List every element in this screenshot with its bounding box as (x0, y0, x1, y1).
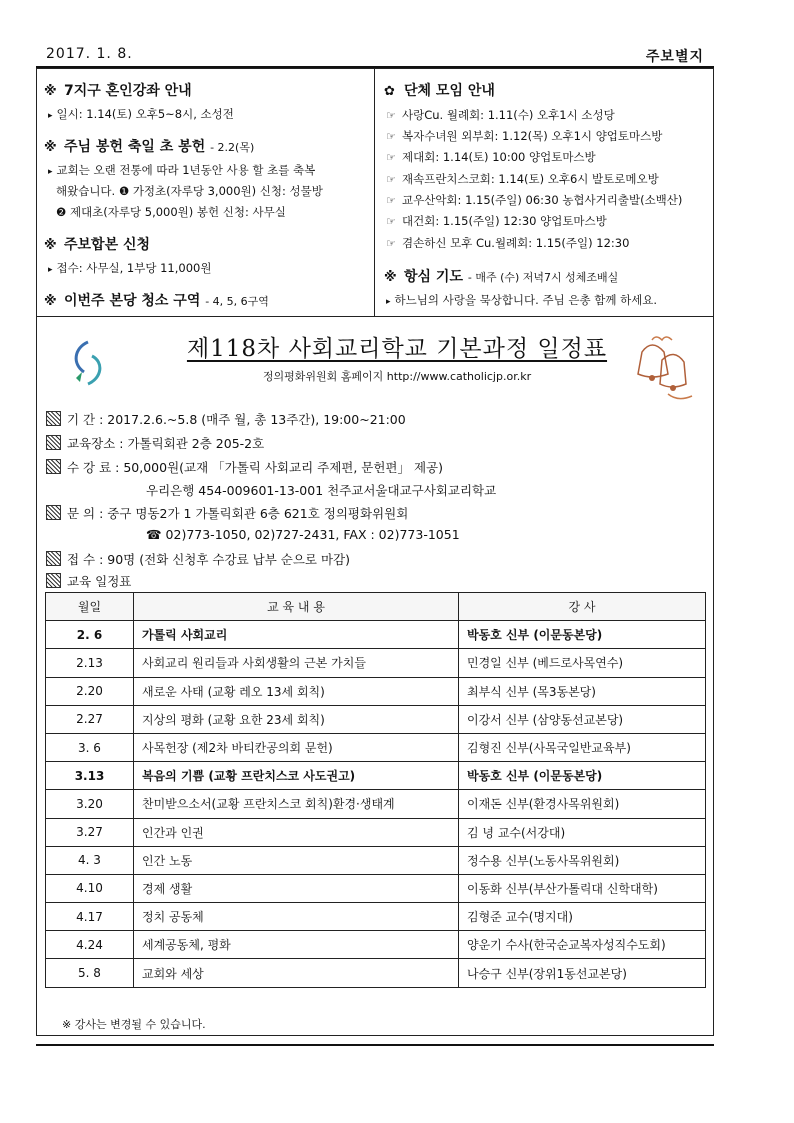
group-item: ☞ 복자수녀원 외부회: 1.12(목) 오후1시 양업토마스방 (386, 129, 663, 143)
footer-rule (36, 1044, 714, 1046)
prayer-line: ▸ 하느님의 사랑을 묵상합니다. 주님 은총 함께 하세요. (386, 293, 658, 307)
table-cell: 가톨릭 사회교리 (134, 621, 459, 649)
table-cell: 찬미받으소서(교황 프란치스코 회칙)환경·생태계 (134, 790, 459, 818)
table-cell: 2.27 (46, 705, 134, 733)
hatched-box-icon (46, 551, 61, 566)
arrow-icon: ▸ (48, 167, 53, 177)
column-header-date: 월일 (46, 593, 134, 621)
info-phone: ☎ 02)773-1050, 02)727-2431, FAX : 02)773-1051 (146, 527, 460, 542)
bulletin-binding-line: ▸ 접수: 사무실, 1부당 11,000원 (48, 261, 212, 275)
table-cell: 3.13 (46, 762, 134, 790)
arrow-icon: ▸ (48, 265, 53, 275)
table-row (46, 818, 706, 846)
table-cell: 정수용 신부(노동사목위원회) (459, 846, 706, 874)
group-item: ☞ 사랑Cu. 월례회: 1.11(수) 오후1시 소성당 (386, 108, 615, 122)
pointing-hand-icon: ☞ (386, 151, 396, 164)
star-mark-icon: ※ (44, 294, 57, 309)
table-cell: 김형준 교수(명지대) (459, 903, 706, 931)
table-row (46, 649, 706, 677)
page-header (36, 44, 714, 68)
group-item: ☞ 대건회: 1.15(주일) 12:30 양업토마스방 (386, 214, 607, 228)
hatched-box-icon (46, 435, 61, 450)
table-cell: 사목헌장 (제2차 바티칸공의회 문헌) (134, 733, 459, 761)
table-row (46, 959, 706, 987)
table-cell: 인간과 인권 (134, 818, 459, 846)
info-place: 교육장소 : 가톨릭회관 2층 205-2호 (46, 434, 264, 452)
column-divider (374, 68, 375, 316)
schedule-table (45, 592, 706, 988)
section-prayer: ※ 항심 기도 - 매주 (수) 저녁7시 성체조배실 (384, 269, 619, 285)
group-item: ☞ 제대회: 1.14(토) 10:00 양업토마스방 (386, 150, 596, 164)
table-cell: 김 녕 교수(서강대) (459, 818, 706, 846)
table-cell: 이동화 신부(부산가톨릭대 신학대학) (459, 874, 706, 902)
table-row (46, 762, 706, 790)
course-title: 제118차 사회교리학교 기본과정 일정표 (186, 336, 608, 362)
table-cell: 4.24 (46, 931, 134, 959)
table-cell: 세계공동체, 평화 (134, 931, 459, 959)
table-cell: 정치 공동체 (134, 903, 459, 931)
table-cell: 4. 3 (46, 846, 134, 874)
table-cell: 5. 8 (46, 959, 134, 987)
marriage-course-line: ▸ 일시: 1.14(토) 오후5~8시, 소성전 (48, 107, 234, 121)
table-cell: 4.10 (46, 874, 134, 902)
pointing-hand-icon: ☞ (386, 130, 396, 143)
table-cell: 4.17 (46, 903, 134, 931)
candle-line-1: ▸ 교회는 오랜 전통에 따라 1년동안 사용 할 초를 축복 (48, 163, 316, 177)
table-row (46, 705, 706, 733)
info-contact: 문 의 : 중구 명동2가 1 가톨릭회관 6층 621호 정의평화위원회 (46, 504, 408, 522)
table-cell: 박동호 신부 (이문동본당) (459, 621, 706, 649)
info-fee: 수 강 료 : 50,000원(교재 「가톨릭 사회교리 주제편, 문헌편」 제공) (46, 458, 443, 476)
arrow-icon: ▸ (48, 111, 53, 121)
table-header-row (46, 593, 706, 621)
pointing-hand-icon: ☞ (386, 215, 396, 228)
table-cell: 3.27 (46, 818, 134, 846)
hatched-box-icon (46, 459, 61, 474)
table-row (46, 621, 706, 649)
group-item: ☞ 겸손하신 모후 Cu.월례회: 1.15(주일) 12:30 (386, 236, 630, 250)
lecturer-change-note: ※ 강사는 변경될 수 있습니다. (62, 1018, 206, 1031)
table-cell: 2.20 (46, 677, 134, 705)
arrow-icon: ▸ (386, 297, 391, 307)
column-header-lecturer: 강 사 (459, 593, 706, 621)
table-cell: 사회교리 원리들과 사회생활의 근본 가치들 (134, 649, 459, 677)
info-period: 기 간 : 2017.2.6.~5.8 (매주 월, 총 13주간), 19:00~21:00 (46, 410, 406, 428)
info-capacity: 접 수 : 90명 (전화 신청후 수강료 납부 순으로 마감) (46, 550, 350, 568)
table-cell: 복음의 기쁨 (교황 프란치스코 사도권고) (134, 762, 459, 790)
star-mark-icon: ※ (384, 270, 397, 285)
table-cell: 새로운 사태 (교황 레오 13세 회칙) (134, 677, 459, 705)
group-item: ☞ 교우산악회: 1.15(주일) 06:30 농협사거리출발(소백산) (386, 193, 683, 207)
hatched-box-icon (46, 573, 61, 588)
section-bulletin-binding: ※ 주보합본 신청 (44, 237, 151, 253)
table-row (46, 677, 706, 705)
star-mark-icon: ※ (44, 140, 57, 155)
flower-icon: ✿ (384, 84, 395, 99)
group-item: ☞ 재속프란치스코회: 1.14(토) 오후6시 발토로메오방 (386, 172, 659, 186)
table-cell: 김형진 신부(사목국일반교육부) (459, 733, 706, 761)
table-cell: 인간 노동 (134, 846, 459, 874)
table-cell: 2.13 (46, 649, 134, 677)
table-cell: 나승구 신부(장위1동선교본당) (459, 959, 706, 987)
table-row (46, 733, 706, 761)
hatched-box-icon (46, 411, 61, 426)
section-cleaning-area: ※ 이번주 본당 청소 구역 - 4, 5, 6구역 (44, 293, 269, 309)
table-cell: 양운기 수사(한국순교복자성직수도회) (459, 931, 706, 959)
column-header-topic: 교 육 내 용 (134, 593, 459, 621)
table-row (46, 874, 706, 902)
star-mark-icon: ※ (44, 84, 57, 99)
section-candle-offering: ※ 주님 봉헌 축일 초 봉헌 - 2.2(목) (44, 139, 255, 155)
bulletin-date: 2017. 1. 8. (46, 46, 133, 62)
table-cell: 최부식 신부 (목3동본당) (459, 677, 706, 705)
star-mark-icon: ※ (44, 238, 57, 253)
candle-line-3: ❷ 제대초(자루당 5,000원) 봉헌 신청: 사무실 (56, 205, 286, 219)
course-subtitle: 정의평화위원회 홈페이지 http://www.catholicjp.or.kr (262, 370, 532, 383)
bulletin-title: 주보별지 (645, 49, 704, 65)
table-row (46, 790, 706, 818)
info-bank: 우리은행 454-009601-13-001 천주교서울대교구사회교리학교 (146, 483, 497, 498)
table-row (46, 931, 706, 959)
section-marriage-course: ※ 7지구 혼인강좌 안내 (44, 83, 192, 99)
pointing-hand-icon: ☞ (386, 109, 396, 122)
hatched-box-icon (46, 505, 61, 520)
table-cell: 3.20 (46, 790, 134, 818)
pointing-hand-icon: ☞ (386, 237, 396, 250)
table-cell: 이재돈 신부(환경사목위원회) (459, 790, 706, 818)
section-divider (36, 316, 714, 317)
table-cell: 교회와 세상 (134, 959, 459, 987)
section-group-meetings: ✿ 단체 모임 안내 (384, 83, 495, 99)
pointing-hand-icon: ☞ (386, 173, 396, 186)
table-row (46, 846, 706, 874)
candle-line-2: 해왔습니다. ❶ 가정초(자루당 3,000원) 신청: 성물방 (56, 184, 323, 198)
table-row (46, 903, 706, 931)
table-cell: 3. 6 (46, 733, 134, 761)
info-schedule-label: 교육 일정표 (46, 572, 131, 590)
table-cell: 박동호 신부 (이문동본당) (459, 762, 706, 790)
pointing-hand-icon: ☞ (386, 194, 396, 207)
table-cell: 지상의 평화 (교황 요한 23세 회칙) (134, 705, 459, 733)
table-cell: 민경일 신부 (베드로사목연수) (459, 649, 706, 677)
table-cell: 경제 생활 (134, 874, 459, 902)
table-cell: 이강서 신부 (삼양동선교본당) (459, 705, 706, 733)
table-cell: 2. 6 (46, 621, 134, 649)
